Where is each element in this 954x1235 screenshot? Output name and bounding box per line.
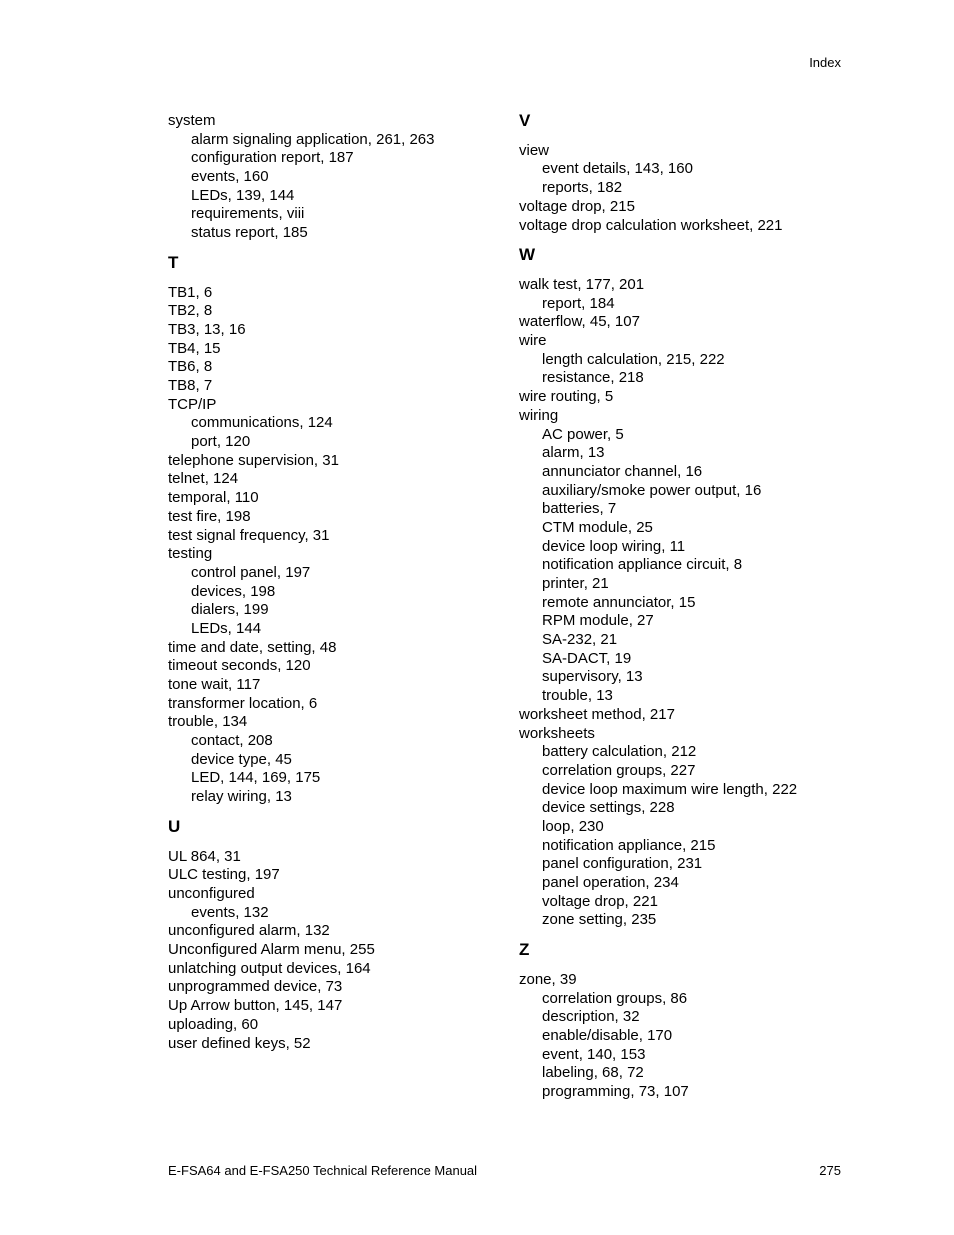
index-entry: waterflow, 45, 107 xyxy=(519,313,640,331)
index-subentry: panel configuration, 231 xyxy=(542,855,703,873)
index-entry: TB8, 7 xyxy=(168,377,213,395)
index-subentry: enable/disable, 170 xyxy=(542,1026,673,1044)
index-subentry: printer, 21 xyxy=(542,575,609,593)
index-entry: Up Arrow button, 145, 147 xyxy=(168,997,343,1015)
index-subentry: programming, 73, 107 xyxy=(542,1083,689,1101)
index-subentry: event details, 143, 160 xyxy=(542,160,693,178)
index-subentry: SA-DACT, 19 xyxy=(542,649,632,667)
index-subentry: supervisory, 13 xyxy=(542,668,643,686)
index-subentry: event, 140, 153 xyxy=(542,1045,646,1063)
index-entry: wire xyxy=(519,332,547,350)
index-subentry: notification appliance circuit, 8 xyxy=(542,556,743,574)
index-entry: worksheets xyxy=(519,724,595,742)
index-entry: voltage drop calculation worksheet, 221 xyxy=(519,216,783,234)
section-letter-heading: U xyxy=(168,816,181,836)
index-subentry: labeling, 68, 72 xyxy=(542,1064,644,1082)
index-entry: timeout seconds, 120 xyxy=(168,657,311,675)
index-subentry: length calculation, 215, 222 xyxy=(542,350,725,368)
index-subentry: alarm, 13 xyxy=(542,444,605,462)
index-subentry: port, 120 xyxy=(191,433,251,451)
index-section xyxy=(168,254,508,807)
index-entry: testing xyxy=(168,545,213,563)
index-subentry: auxiliary/smoke power output, 16 xyxy=(542,481,762,499)
index-entry: unlatching output devices, 164 xyxy=(168,959,371,977)
index-subentry: LEDs, 139, 144 xyxy=(191,186,295,204)
index-subentry: correlation groups, 227 xyxy=(542,761,696,779)
index-subentry: LEDs, 144 xyxy=(191,619,262,637)
section-letter-heading: Z xyxy=(519,940,530,960)
index-entry: tone wait, 117 xyxy=(168,676,261,694)
index-subentry: status report, 185 xyxy=(191,224,308,242)
index-entry: uploading, 60 xyxy=(168,1015,259,1033)
index-subentry: device settings, 228 xyxy=(542,799,675,817)
index-subentry: trouble, 13 xyxy=(542,687,613,705)
index-entry: unprogrammed device, 73 xyxy=(168,978,343,996)
index-subentry: devices, 198 xyxy=(191,582,276,600)
index-subentry: AC power, 5 xyxy=(542,425,624,443)
index-subentry: communications, 124 xyxy=(191,414,333,432)
index-section xyxy=(519,112,859,235)
index-subentry: device type, 45 xyxy=(191,750,292,768)
index-entry: trouble, 134 xyxy=(168,713,248,731)
index-entry: TB4, 15 xyxy=(168,339,221,357)
index-subentry: device loop maximum wire length, 222 xyxy=(542,780,798,798)
index-entry: telnet, 124 xyxy=(168,470,239,488)
index-subentry: reports, 182 xyxy=(542,179,623,197)
index-subentry: LED, 144, 169, 175 xyxy=(191,769,321,787)
index-entry: zone, 39 xyxy=(519,970,577,988)
index-entry: unconfigured xyxy=(168,885,255,903)
index-column-left xyxy=(168,112,508,1064)
index-subentry: batteries, 7 xyxy=(542,500,617,518)
section-letter-heading: T xyxy=(168,252,179,272)
index-subentry: panel operation, 234 xyxy=(542,874,679,892)
index-section xyxy=(168,112,508,243)
index-entry: ULC testing, 197 xyxy=(168,866,280,884)
index-subentry: SA-232, 21 xyxy=(542,631,618,649)
section-letter-heading: W xyxy=(519,245,536,265)
footer-manual-title: E-FSA64 and E-FSA250 Technical Reference Manual xyxy=(168,1163,478,1178)
index-subentry: relay wiring, 13 xyxy=(191,788,292,806)
index-entry: TCP/IP xyxy=(168,395,217,413)
index-subentry: control panel, 197 xyxy=(191,563,311,581)
index-entry: TB2, 8 xyxy=(168,302,213,320)
index-column-right xyxy=(519,112,859,1113)
index-entry: voltage drop, 215 xyxy=(519,197,635,215)
index-subentry: notification appliance, 215 xyxy=(542,836,716,854)
index-subentry: battery calculation, 212 xyxy=(542,743,697,761)
index-section xyxy=(519,941,859,1102)
index-subentry: events, 132 xyxy=(191,903,269,921)
index-subentry: events, 160 xyxy=(191,168,269,186)
index-subentry: voltage drop, 221 xyxy=(542,892,658,910)
index-subentry: contact, 208 xyxy=(191,732,273,750)
index-entry: wire routing, 5 xyxy=(519,388,614,406)
index-entry: test signal frequency, 31 xyxy=(168,526,330,544)
index-subentry: resistance, 218 xyxy=(542,369,644,387)
index-entry: Unconfigured Alarm menu, 255 xyxy=(168,941,375,959)
index-subentry: dialers, 199 xyxy=(191,601,269,619)
index-entry: walk test, 177, 201 xyxy=(519,276,645,294)
index-subentry: zone setting, 235 xyxy=(542,911,657,929)
index-subentry: loop, 230 xyxy=(542,817,604,835)
index-entry: telephone supervision, 31 xyxy=(168,451,339,469)
index-subentry: report, 184 xyxy=(542,294,615,312)
index-entry: time and date, setting, 48 xyxy=(168,638,337,656)
footer-page-number: 275 xyxy=(819,1163,841,1178)
index-subentry: description, 32 xyxy=(542,1008,640,1026)
index-subentry: annunciator channel, 16 xyxy=(542,462,703,480)
index-section xyxy=(519,246,859,930)
index-subentry: alarm signaling application, 261, 263 xyxy=(191,130,435,148)
index-subentry: correlation groups, 86 xyxy=(542,989,688,1007)
index-entry: unconfigured alarm, 132 xyxy=(168,922,330,940)
section-letter-heading: V xyxy=(519,111,531,130)
index-subentry: configuration report, 187 xyxy=(191,149,354,167)
index-entry: user defined keys, 52 xyxy=(168,1034,311,1052)
index-entry: wiring xyxy=(519,406,559,424)
index-subentry: RPM module, 27 xyxy=(542,612,654,630)
index-subentry: requirements, viii xyxy=(191,205,305,223)
index-subentry: device loop wiring, 11 xyxy=(542,537,686,555)
index-subentry: CTM module, 25 xyxy=(542,518,653,536)
index-entry: transformer location, 6 xyxy=(168,694,318,712)
index-subentry: remote annunciator, 15 xyxy=(542,593,696,611)
index-entry: TB6, 8 xyxy=(168,358,213,376)
index-entry: system xyxy=(168,112,216,129)
index-section xyxy=(168,818,508,1053)
index-entry: TB1, 6 xyxy=(168,283,213,301)
index-entry: worksheet method, 217 xyxy=(519,705,675,723)
index-entry: UL 864, 31 xyxy=(168,847,241,865)
running-header: Index xyxy=(809,55,841,70)
index-entry: view xyxy=(519,141,550,159)
index-entry: test fire, 198 xyxy=(168,507,251,525)
index-entry: TB3, 13, 16 xyxy=(168,320,246,338)
index-entry: temporal, 110 xyxy=(168,489,259,507)
